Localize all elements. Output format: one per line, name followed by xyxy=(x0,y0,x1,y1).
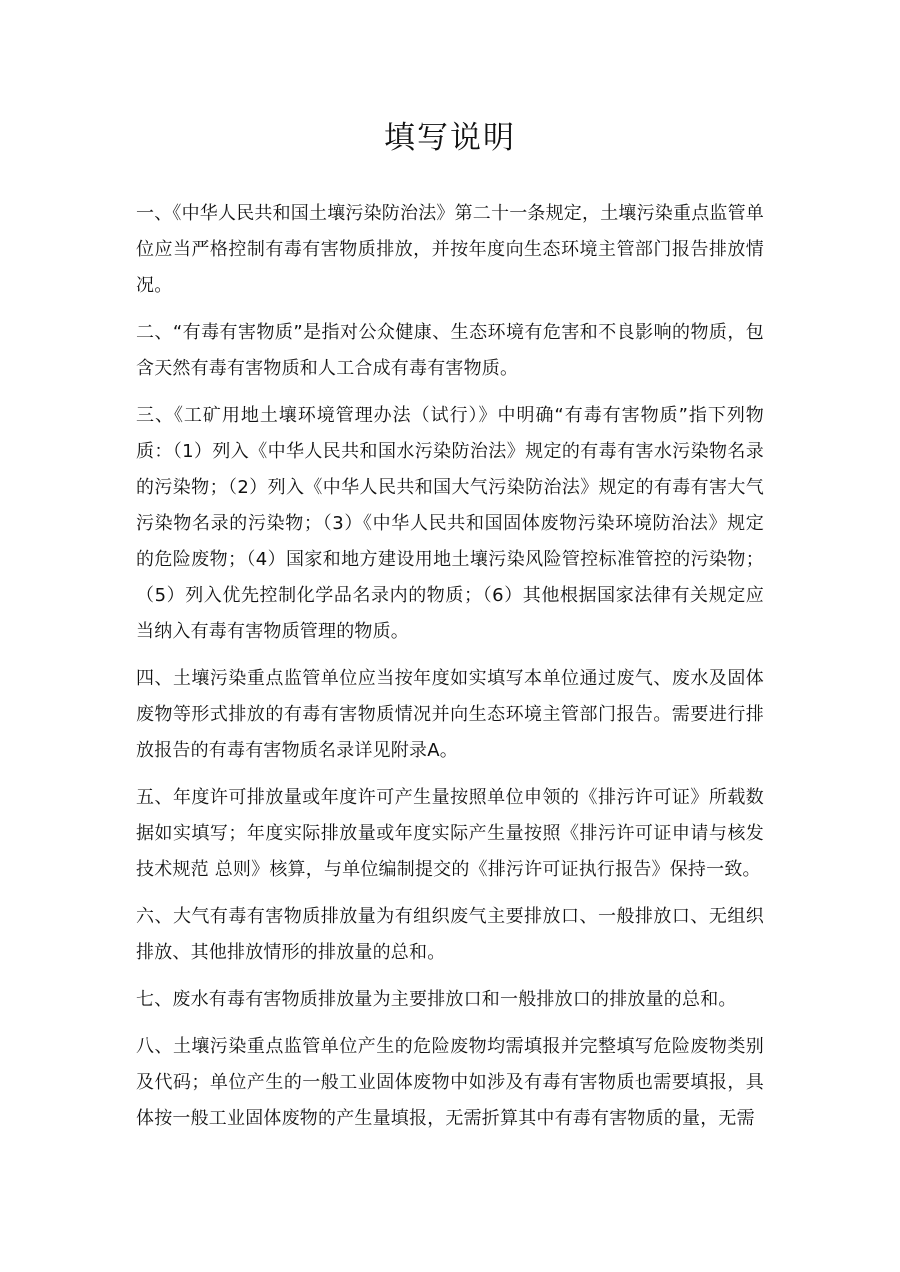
instruction-paragraph-5: 五、年度许可排放量或年度许可产生量按照单位申领的《排污许可证》所载数据如实填写；年度实际排放量或年度实际产生量按照《排污许可证申请与核发技术规范 总则》核算，与单位编制提交的《排污许可证执行报告》保持一致。 xyxy=(136,787,764,880)
instruction-paragraph-2: 二、“有毒有害物质”是指对公众健康、生态环境有危害和不良影响的物质，包含天然有毒有害物质和人工合成有毒有害物质。 xyxy=(136,322,764,379)
instruction-paragraph-1: 一、《中华人民共和国土壤污染防治法》第二十一条规定，土壤污染重点监管单位应当严格控制有毒有害物质排放，并按年度向生态环境主管部门报告排放情况。 xyxy=(136,203,764,296)
instructions-body xyxy=(136,196,764,1137)
instruction-paragraph-4: 四、土壤污染重点监管单位应当按年度如实填写本单位通过废气、废水及固体废物等形式排放的有毒有害物质情况并向生态环境主管部门报告。需要进行排放报告的有毒有害物质名录详见附录A。 xyxy=(136,668,764,761)
document-title: 填写说明 xyxy=(384,120,516,156)
instruction-paragraph-3: 三、《工矿用地土壤环境管理办法（试行）》中明确“有毒有害物质”指下列物质：（1）列入《中华人民共和国水污染防治法》规定的有毒有害水污染物名录的污染物；（2）列入《中华人民共和国大气污染防治法》规定的有毒有害大气污染物名录的污染物；（3）《中华人民共和国固体废物污染环境防治法》规定的危险废物；（4）国家和地方建设用地土壤污染风险管控标准管控的污染物；（5）列入优先控制化学品名录内的物质；（6）其他根据国家法律有关规定应当纳入有毒有害物质管理的物质。 xyxy=(136,405,764,642)
instruction-paragraph-6: 六、大气有毒有害物质排放量为有组织废气主要排放口、一般排放口、无组织排放、其他排放情形的排放量的总和。 xyxy=(136,906,764,963)
instruction-paragraph-7: 七、废水有毒有害物质排放量为主要排放口和一般排放口的排放量的总和。 xyxy=(136,989,737,1010)
instruction-paragraph-8: 八、土壤污染重点监管单位产生的危险废物均需填报并完整填写危险废物类别及代码；单位产生的一般工业固体废物中如涉及有毒有害物质也需要填报，具体按一般工业固体废物的产生量填报，无需折算其中有毒有害物质的量，无需 xyxy=(136,1036,764,1129)
